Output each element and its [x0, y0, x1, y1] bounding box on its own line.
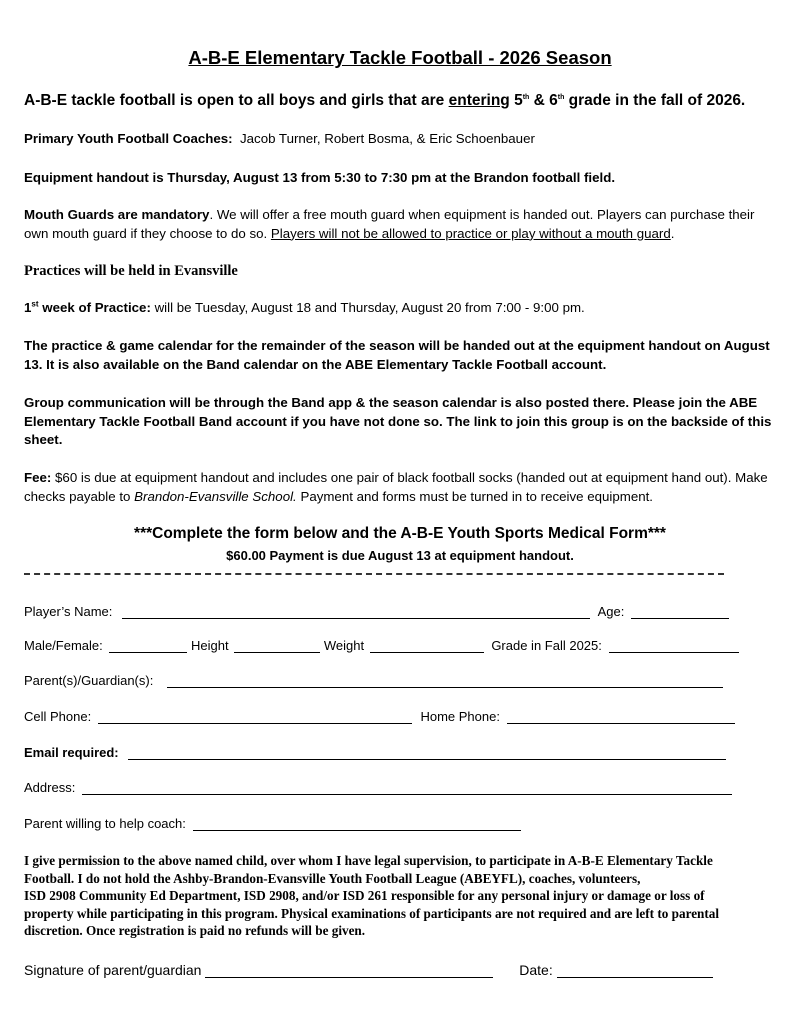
page-title: A-B-E Elementary Tackle Football - 2026 Season [188, 47, 612, 68]
mouth-guards-paragraph [24, 206, 776, 243]
first-week-label: week of Practice: [38, 300, 151, 315]
phone-row [24, 709, 735, 727]
parents-field[interactable] [167, 673, 723, 688]
home-phone-field[interactable] [507, 709, 735, 724]
player-name-row [24, 604, 729, 622]
gender-height-weight-row [24, 638, 739, 656]
waiver-line: property while participating in this program. Physical examinations of participants are not required and are left to parental [24, 905, 720, 921]
group-communication-paragraph: Group communication will be through the Band app & the season calendar is also posted there. Please join the ABE Elementary Tackle Football Band account if you have not done so. The link to join this group is on the backside of this sheet. [24, 395, 772, 447]
first-week-num: 1 [24, 300, 32, 315]
eligibility-text-mid1: 5 [509, 92, 523, 109]
grade-field[interactable] [609, 638, 739, 653]
male-female-field[interactable] [109, 638, 187, 653]
mouth-guards-label: Mouth Guards are mandatory [24, 207, 210, 222]
address-row [24, 780, 732, 798]
height-label: Height [191, 638, 229, 653]
email-row [24, 745, 726, 763]
email-field[interactable] [128, 745, 726, 760]
date-label: Date: [519, 962, 553, 978]
cell-phone-label: Cell Phone: [24, 709, 92, 724]
first-week-sup: st [31, 299, 39, 309]
weight-label: Weight [323, 638, 365, 653]
help-coach-field[interactable] [193, 816, 521, 831]
address-label: Address: [24, 780, 76, 795]
parents-label: Parent(s)/Guardian(s): [24, 673, 154, 688]
waiver-line: I give permission to the above named child, over whom I have legal supervision, to participate in A-B-E Elementary Tackle [24, 853, 713, 868]
signature-field[interactable] [205, 963, 493, 978]
parents-row [24, 673, 723, 691]
fee-end: Payment and forms must be turned in to receive equipment. [296, 488, 653, 504]
age-label: Age: [597, 604, 625, 619]
email-label: Email required: [24, 745, 119, 760]
coaches-label: Primary Youth Football Coaches: [24, 131, 233, 146]
signature-label: Signature of parent/guardian [24, 962, 202, 978]
fee-text: $60 is due at equipment handout and includes one pair of black football socks (handed out at equipment hand out). Make checks payable to [24, 470, 768, 504]
cell-phone-field[interactable] [98, 709, 412, 724]
player-name-label: Player’s Name: [24, 604, 113, 619]
mouth-guards-text: . We will offer a free mouth guard when equipment is handed out. Players can purchase their own mouth guard if they choose to do so. [24, 207, 755, 241]
height-field[interactable] [234, 638, 320, 653]
complete-form-heading: ***Complete the form below and the A-B-E Youth Sports Medical Form*** [134, 525, 666, 542]
home-phone-label: Home Phone: [420, 709, 500, 724]
address-field[interactable] [82, 780, 732, 795]
equipment-handout: Equipment handout is Thursday, August 13 from 5:30 to 7:30 pm at the Brandon football field. [24, 170, 616, 185]
date-field[interactable] [557, 963, 713, 978]
eligibility-text-mid2: & 6 [529, 92, 558, 109]
calendar-paragraph: The practice & game calendar for the remainder of the season will be handed out at the equipment handout on August 13. It is also available on the Band calendar on the ABE Elementary Tackle Football account. [24, 338, 770, 372]
eligibility-heading [24, 92, 776, 110]
eligibility-text-pre: A-B-E tackle football is open to all boys and girls that are [24, 92, 449, 109]
coaches-names: Jacob Turner, Robert Bosma, & Eric Schoenbauer [232, 131, 535, 146]
signature-row [24, 962, 713, 980]
practices-location: Practices will be held in Evansville [24, 263, 238, 279]
waiver-line: Football. I do not hold the Ashby-Brandon-Evansville Youth Football League (ABEYFL), coaches, volunteers, [24, 870, 641, 886]
coaches-line [24, 130, 776, 149]
first-week-text: will be Tuesday, August 18 and Thursday, August 20 from 7:00 - 9:00 pm. [150, 300, 585, 315]
mouth-guards-end: . [670, 225, 675, 241]
payment-due-line: $60.00 Payment is due August 13 at equipment handout. [226, 548, 574, 563]
waiver-line: discretion. Once registration is paid no refunds will be given. [24, 923, 366, 938]
fee-payee: Brandon-Evansville School. [134, 488, 297, 504]
grade-label: Grade in Fall 2025: [491, 638, 602, 653]
fee-label: Fee: [24, 470, 52, 485]
fee-paragraph [24, 469, 776, 506]
age-field[interactable] [631, 604, 729, 619]
eligibility-text-post: grade in the fall of 2026. [564, 92, 746, 109]
eligibility-underline: entering [448, 92, 510, 109]
cut-line-divider [24, 573, 724, 575]
weight-field[interactable] [370, 638, 484, 653]
help-coach-row [24, 816, 521, 834]
mouth-guards-warning: Players will not be allowed to practice or play without a mouth guard [270, 225, 671, 241]
player-name-field[interactable] [122, 604, 590, 619]
male-female-label: Male/Female: [24, 638, 103, 653]
liability-waiver [24, 852, 779, 940]
eligibility-sup2: th [557, 93, 565, 101]
first-week-line [24, 299, 776, 318]
help-coach-label: Parent willing to help coach: [24, 816, 186, 831]
eligibility-sup1: th [522, 93, 530, 101]
waiver-line: ISD 2908 Community Ed Department, ISD 2908, and/or ISD 261 responsible for any personal injury or damage or loss of [24, 888, 705, 903]
